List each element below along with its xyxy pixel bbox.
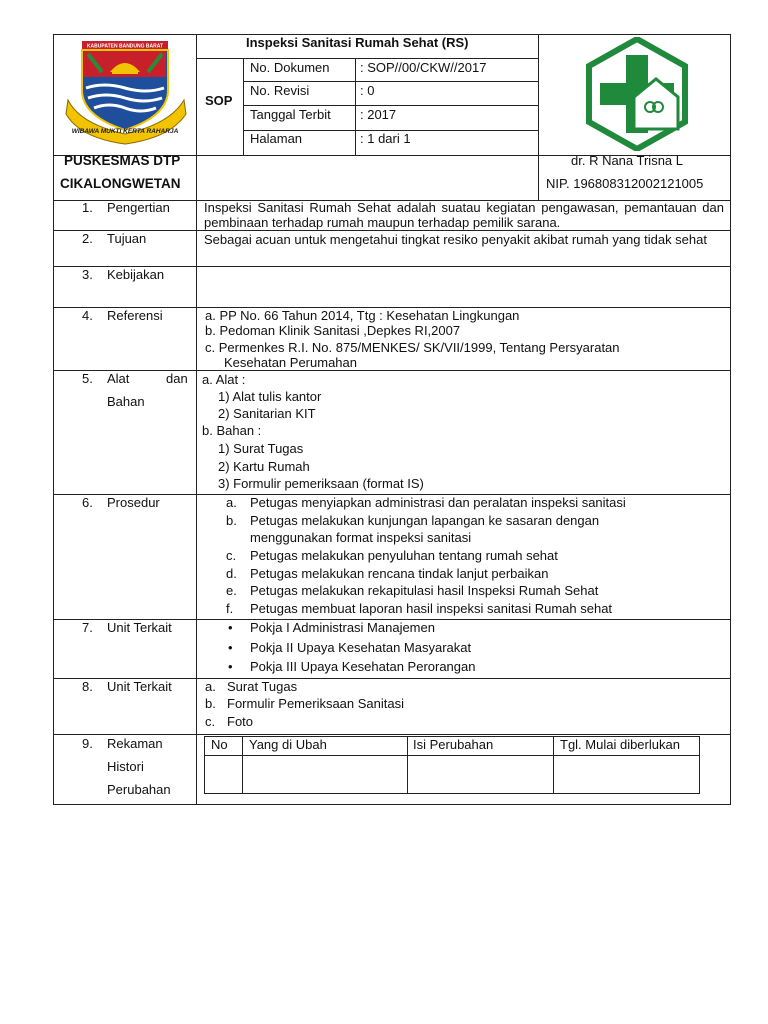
meta-value-halaman: : 1 dari 1 [360, 131, 411, 146]
section-label-referensi: Referensi [107, 308, 163, 323]
section-number: 3. [82, 267, 93, 282]
section-number: 1. [82, 200, 93, 215]
document-title: Inspeksi Sanitasi Rumah Sehat (RS) [246, 35, 469, 50]
section-number: 7. [82, 620, 93, 635]
signer-nip: NIP. 196808312002121005 [546, 176, 704, 191]
section-number: 9. [82, 736, 93, 751]
section-label-tujuan: Tujuan [107, 231, 147, 246]
section-number: 4. [82, 308, 93, 323]
history-col-no: No [211, 737, 228, 752]
unit-item: Pokja III Upaya Kesehatan Perorangan [250, 659, 476, 674]
section-label-dan: dan [166, 371, 188, 386]
section-number: 6. [82, 495, 93, 510]
signer-name: dr. R Nana Trisna L [571, 153, 683, 168]
tujuan-text: Sebagai acuan untuk mengetahui tingkat resiko penyakit akibat rumah yang tidak sehat [204, 232, 707, 247]
alat-line: 3) Formulir pemeriksaan (format IS) [218, 476, 424, 491]
referensi-item: a. PP No. 66 Tahun 2014, Ttg : Kesehatan Lingkungan [205, 308, 520, 323]
unit2-text: Formulir Pemeriksaan Sanitasi [227, 696, 405, 711]
unit2-text: Surat Tugas [227, 679, 298, 694]
section-number: 8. [82, 679, 93, 694]
section-label-pengertian: Pengertian [107, 200, 170, 215]
prosedur-text: Petugas membuat laporan hasil inspeksi sanitasi Rumah sehat [250, 601, 613, 616]
section-number: 2. [82, 231, 93, 246]
prosedur-text: Petugas melakukan rekapitulasi hasil Inspeksi Rumah Sehat [250, 583, 599, 598]
alat-line: 2) Sanitarian KIT [218, 406, 316, 421]
section-label-unit-terkait-2: Unit Terkait [107, 679, 172, 694]
bullet-icon: • [228, 659, 233, 674]
section-label-prosedur: Prosedur [107, 495, 160, 510]
kabupaten-logo [64, 38, 190, 150]
prosedur-text: menggunakan format inspeksi sanitasi [250, 530, 472, 545]
org-name-line2: CIKALONGWETAN [60, 176, 181, 191]
svg-text:WIBAWA MUKTI KERTA RAHARJA: WIBAWA MUKTI KERTA RAHARJA [71, 128, 179, 135]
alat-line: b. Bahan : [202, 423, 262, 438]
section-label-alat: Alat [107, 371, 130, 386]
unit2-letter: a. [205, 679, 216, 694]
org-name-line1: PUSKESMAS DTP [64, 153, 181, 168]
bullet-icon: • [228, 640, 233, 655]
section-label-histori: Histori [107, 759, 144, 774]
unit2-text: Foto [227, 714, 254, 729]
section-label-kebijakan: Kebijakan [107, 267, 165, 282]
prosedur-text: Petugas melakukan penyuluhan tentang rumah sehat [250, 548, 558, 563]
prosedur-text: Petugas menyiapkan administrasi dan peralatan inspeksi sanitasi [250, 495, 626, 510]
history-col-isi-perubahan: Isi Perubahan [413, 737, 494, 752]
bullet-icon: • [228, 620, 233, 635]
referensi-item: Kesehatan Perumahan [224, 355, 357, 370]
unit2-letter: c. [205, 714, 216, 729]
alat-line: 1) Alat tulis kantor [218, 389, 322, 404]
unit-item: Pokja I Administrasi Manajemen [250, 620, 435, 635]
prosedur-letter: e. [226, 583, 237, 598]
section-label-perubahan: Perubahan [107, 782, 171, 797]
prosedur-letter: f. [226, 601, 234, 616]
sop-label: SOP [205, 93, 233, 108]
section-label-unit-terkait: Unit Terkait [107, 620, 172, 635]
section-number: 5. [82, 371, 93, 386]
unit-item: Pokja II Upaya Kesehatan Masyarakat [250, 640, 472, 655]
meta-value-no-revisi: : 0 [360, 83, 375, 98]
svg-text:KABUPATEN BANDUNG BARAT: KABUPATEN BANDUNG BARAT [86, 43, 164, 50]
history-col-yang-di-ubah: Yang di Ubah [249, 737, 327, 752]
referensi-item: b. Pedoman Klinik Sanitasi ,Depkes RI,2007 [205, 323, 461, 338]
prosedur-text: Petugas melakukan rencana tindak lanjut perbaikan [250, 566, 549, 581]
prosedur-letter: c. [226, 548, 237, 563]
alat-line: 1) Surat Tugas [218, 441, 304, 456]
prosedur-letter: a. [226, 495, 237, 510]
section-label-rekaman: Rekaman [107, 736, 163, 751]
prosedur-text: Petugas melakukan kunjungan lapangan ke sasaran dengan [250, 513, 600, 528]
meta-value-no-dokumen: : SOP//00/CKW//2017 [360, 60, 487, 75]
alat-line: a. Alat : [202, 372, 246, 387]
referensi-item: c. Permenkes R.I. No. 875/MENKES/ SK/VII/1999, Tentang Persyaratan [205, 340, 620, 355]
puskesmas-logo [584, 37, 690, 151]
history-col-tgl: Tgl. Mulai diberlukan [560, 737, 680, 752]
meta-label-no-revisi: No. Revisi [250, 83, 310, 98]
meta-label-tanggal-terbit: Tanggal Terbit [250, 107, 331, 122]
pengertian-text: Inspeksi Sanitasi Rumah Sehat adalah suatau kegiatan pengawasan, pemantauan dan pembinaan terhadap rumah maupun terhadap pemilik sarana. [204, 200, 724, 230]
unit2-letter: b. [205, 696, 216, 711]
prosedur-letter: d. [226, 566, 237, 581]
meta-label-no-dokumen: No. Dokumen [250, 60, 330, 75]
meta-label-halaman: Halaman [250, 131, 303, 146]
section-label-bahan: Bahan [107, 394, 145, 409]
alat-line: 2) Kartu Rumah [218, 459, 310, 474]
prosedur-letter: b. [226, 513, 237, 528]
meta-value-tanggal-terbit: : 2017 [360, 107, 397, 122]
